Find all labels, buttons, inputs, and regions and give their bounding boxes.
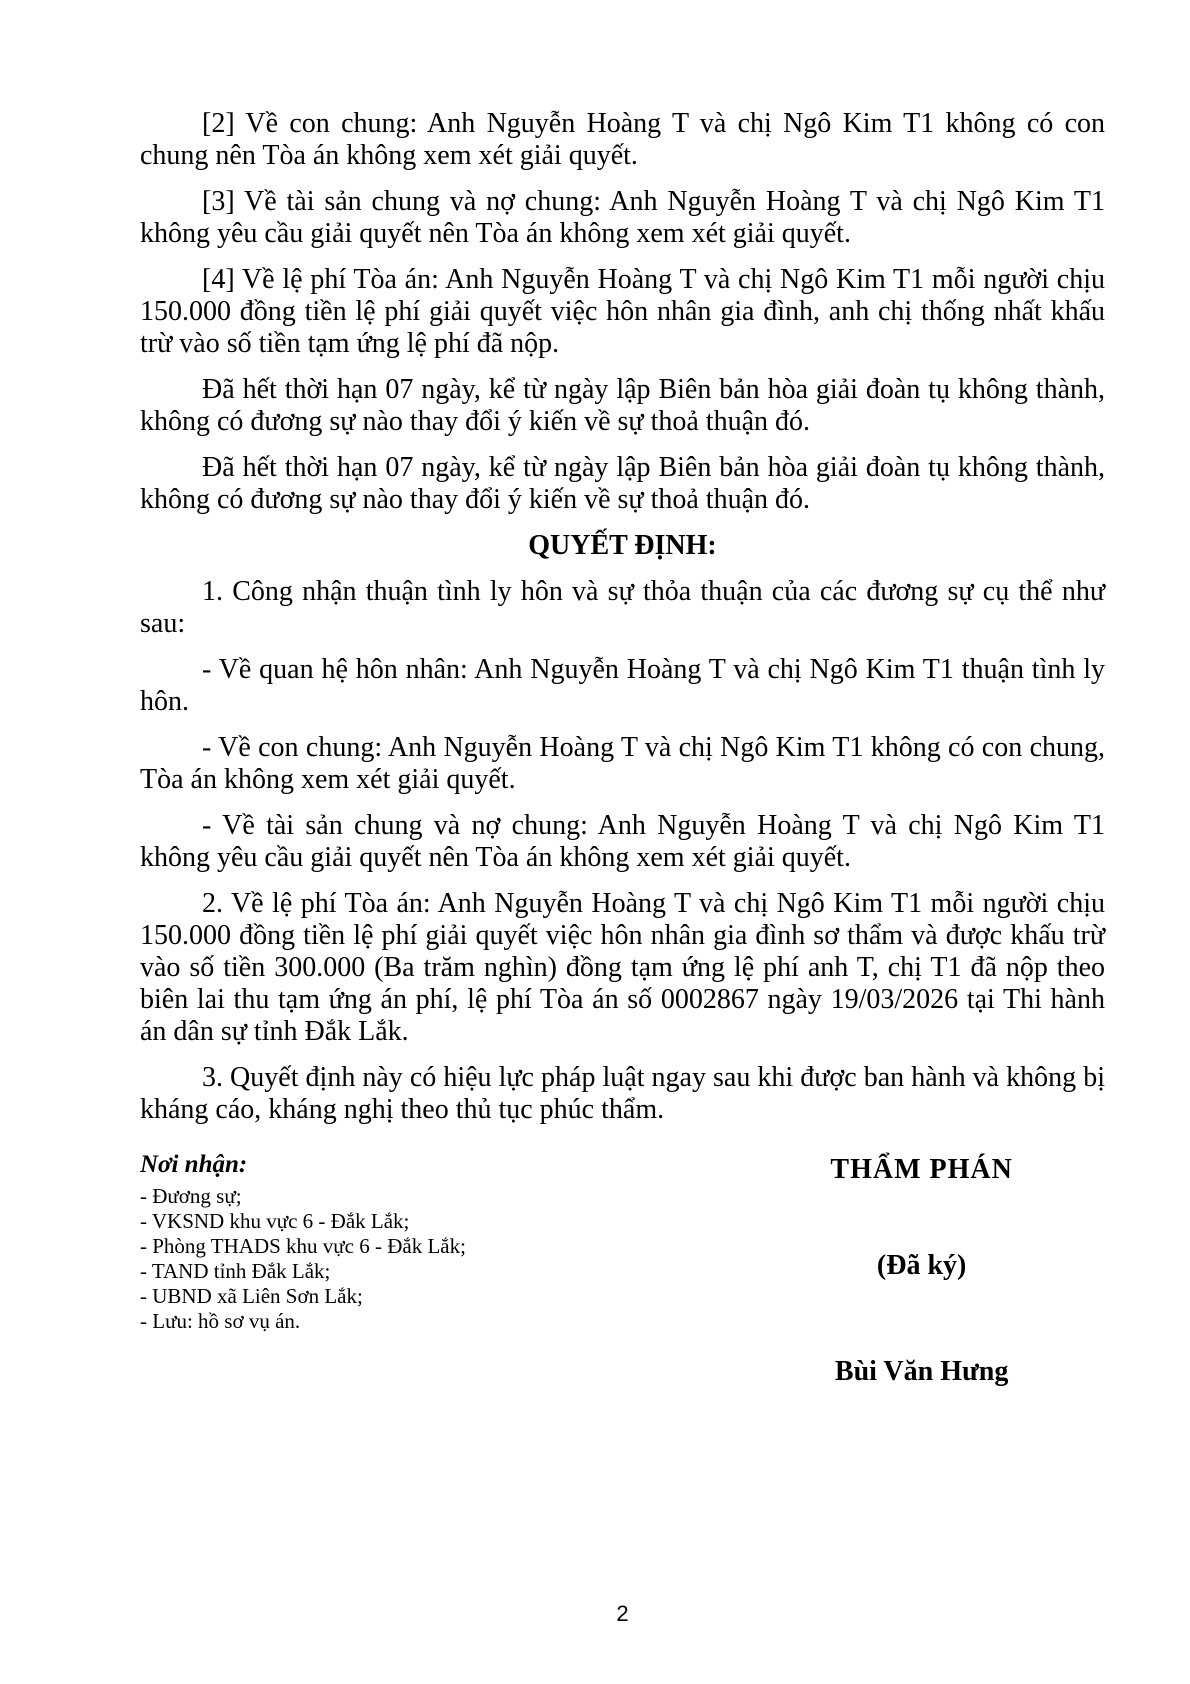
recipient-item-duong-su: - Đương sự; [140,1184,242,1208]
para-het-thoi-han-2: Đã hết thời hạn 07 ngày, kể từ ngày lập Biên bản hòa giải đoàn tụ không thành, không có đương sự nào thay đổi ý kiến về sự thoả thuận đó. [140,452,1105,515]
recipient-item-tand: - TAND tỉnh Đắk Lắk; [140,1259,331,1283]
para-con-chung: [2] Về con chung: Anh Nguyễn Hoàng T và chị Ngô Kim T1 không có con chung nên Tòa án không xem xét giải quyết. [140,108,1105,171]
para-cong-nhan-thuan-tinh: 1. Công nhận thuận tình ly hôn và sự thỏa thuận của các đương sự cụ thể như sau: [140,576,1105,639]
recipients-block [140,1150,738,1334]
para-hieu-luc-phap-luat: 3. Quyết định này có hiệu lực pháp luật ngay sau khi được ban hành và không bị kháng cáo, kháng nghị theo thủ tục phúc thẩm. [140,1062,1105,1125]
signature-block [738,1150,1105,1388]
document-footer [140,1150,1105,1388]
judge-name: Bùi Văn Hưng [834,1356,1009,1387]
recipient-item-thads: - Phòng THADS khu vực 6 - Đắk Lắk; [140,1234,466,1258]
para-con-chung-quyet-dinh: - Về con chung: Anh Nguyễn Hoàng T và chị Ngô Kim T1 không có con chung, Tòa án không xem xét giải quyết. [140,732,1105,795]
para-quan-he-hon-nhan: - Về quan hệ hôn nhân: Anh Nguyễn Hoàng T và chị Ngô Kim T1 thuận tình ly hôn. [140,654,1105,717]
section-heading-quyet-dinh: QUYẾT ĐỊNH: [528,530,717,561]
recipients-title: Nơi nhận: [140,1151,248,1178]
signed-note: (Đã ký) [876,1250,967,1281]
para-tai-san-quyet-dinh: - Về tài sản chung và nợ chung: Anh Nguyễn Hoàng T và chị Ngô Kim T1 không yêu cầu giải quyết nên Tòa án không xem xét giải quyết. [140,810,1105,873]
para-het-thoi-han-1: Đã hết thời hạn 07 ngày, kể từ ngày lập Biên bản hòa giải đoàn tụ không thành, không có đương sự nào thay đổi ý kiến về sự thoả thuận đó. [140,374,1105,437]
recipient-item-ubnd: - UBND xã Liên Sơn Lắk; [140,1284,363,1308]
recipient-item-luu: - Lưu: hồ sơ vụ án. [140,1309,301,1333]
recipient-item-vksnd: - VKSND khu vực 6 - Đắk Lắk; [140,1209,410,1233]
page-number: 2 [616,1601,629,1626]
para-tai-san-no-chung: [3] Về tài sản chung và nợ chung: Anh Nguyễn Hoàng T và chị Ngô Kim T1 không yêu cầu giải quyết nên Tòa án không xem xét giải quyết. [140,186,1105,249]
judge-title: THẨM PHÁN [830,1154,1013,1185]
para-le-phi-quyet-dinh: 2. Về lệ phí Tòa án: Anh Nguyễn Hoàng T và chị Ngô Kim T1 mỗi người chịu 150.000 đồng tiền lệ phí giải quyết việc hôn nhân gia đình sơ thẩm và được khấu trừ vào số tiền 300.000 (Ba trăm nghìn) đồng tạm ứng lệ phí anh T, chị T1 đã nộp theo biên lai thu tạm ứng án phí, lệ phí Tòa án số 0002867 ngày 19/03/2026 tại Thi hành án dân sự tỉnh Đắk Lắk. [140,888,1105,1047]
para-le-phi-toa-an: [4] Về lệ phí Tòa án: Anh Nguyễn Hoàng T và chị Ngô Kim T1 mỗi người chịu 150.000 đồng tiền lệ phí giải quyết việc hôn nhân gia đình, anh chị thống nhất khấu trừ vào số tiền tạm ứng lệ phí đã nộp. [140,264,1105,359]
